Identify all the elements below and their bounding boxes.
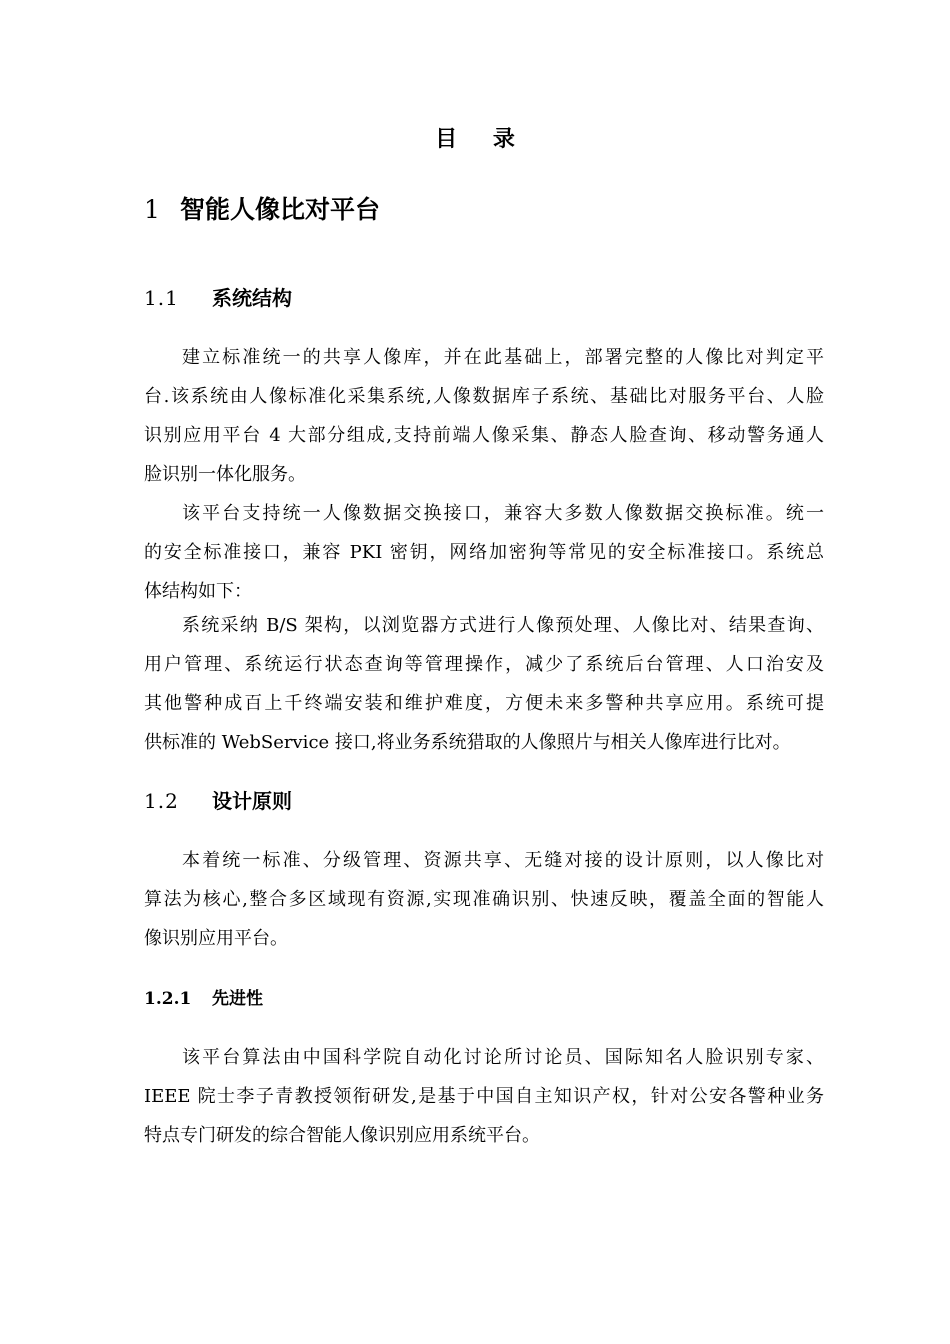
text-line: IEEE 院士李子青教授领衔研发,是基于中国自主知识产权，针对公安各警种业务: [144, 1086, 824, 1107]
section-title: 系统结构: [212, 286, 292, 310]
chapter-heading: [144, 190, 380, 226]
section-heading-1-1: [144, 282, 292, 311]
paragraph: [144, 606, 824, 762]
text-line: 系统采纳 B/S 架构，以浏览器方式进行人像预处理、人像比对、结果查询、: [182, 615, 824, 636]
paragraph: [144, 494, 824, 611]
text-line: 该平台支持统一人像数据交换接口，兼容大多数人像数据交换标准。统一: [182, 503, 824, 524]
section-title: 设计原则: [212, 789, 292, 813]
text-line: 的安全标准接口，兼容 PKI 密钥，网络加密狗等常见的安全标准接口。系统总: [144, 542, 824, 563]
subsection-number: 1.2.1: [144, 989, 192, 1009]
subsection-title: 先进性: [212, 989, 263, 1009]
section-heading-1-2: [144, 785, 292, 814]
text-line: 建立标准统一的共享人像库，并在此基础上，部署完整的人像比对判定平: [182, 347, 824, 368]
text-line: 特点专门研发的综合智能人像识别应用系统平台。: [144, 1125, 540, 1146]
text-line: 算法为核心,整合多区域现有资源,实现准确识别、快速反映，覆盖全面的智能人: [144, 889, 824, 910]
text-line: 识别应用平台 4 大部分组成,支持前端人像采集、静态人脸查询、移动警务通人: [144, 425, 824, 446]
subsection-heading-1-2-1: [144, 984, 263, 1009]
paragraph: [144, 841, 824, 958]
toc-title: 目 录: [435, 126, 529, 152]
paragraph: [144, 1038, 824, 1155]
text-line: 本着统一标准、分级管理、资源共享、无缝对接的设计原则，以人像比对: [182, 850, 824, 871]
section-number: 1.1: [144, 286, 179, 310]
text-line: 用户管理、系统运行状态查询等管理操作，减少了系统后台管理、人口治安及: [144, 654, 824, 675]
text-line: 体结构如下：: [144, 581, 252, 602]
text-line: 该平台算法由中国科学院自动化讨论所讨论员、国际知名人脸识别专家、: [182, 1047, 824, 1068]
chapter-title: 智能人像比对平台: [180, 195, 381, 224]
chapter-number: 1: [144, 195, 160, 224]
text-line: 供标准的 WebService 接口,将业务系统猎取的人像照片与相关人像库进行比对。: [144, 732, 791, 753]
text-line: 台.该系统由人像标准化采集系统,人像数据库子系统、基础比对服务平台、人脸: [144, 386, 824, 407]
text-line: 脸识别一体化服务。: [144, 464, 306, 485]
section-number: 1.2: [144, 789, 179, 813]
text-line: 其他警种成百上千终端安装和维护难度，方便未来多警种共享应用。系统可提: [144, 693, 824, 714]
paragraph: [144, 338, 824, 494]
text-line: 像识别应用平台。: [144, 928, 288, 949]
